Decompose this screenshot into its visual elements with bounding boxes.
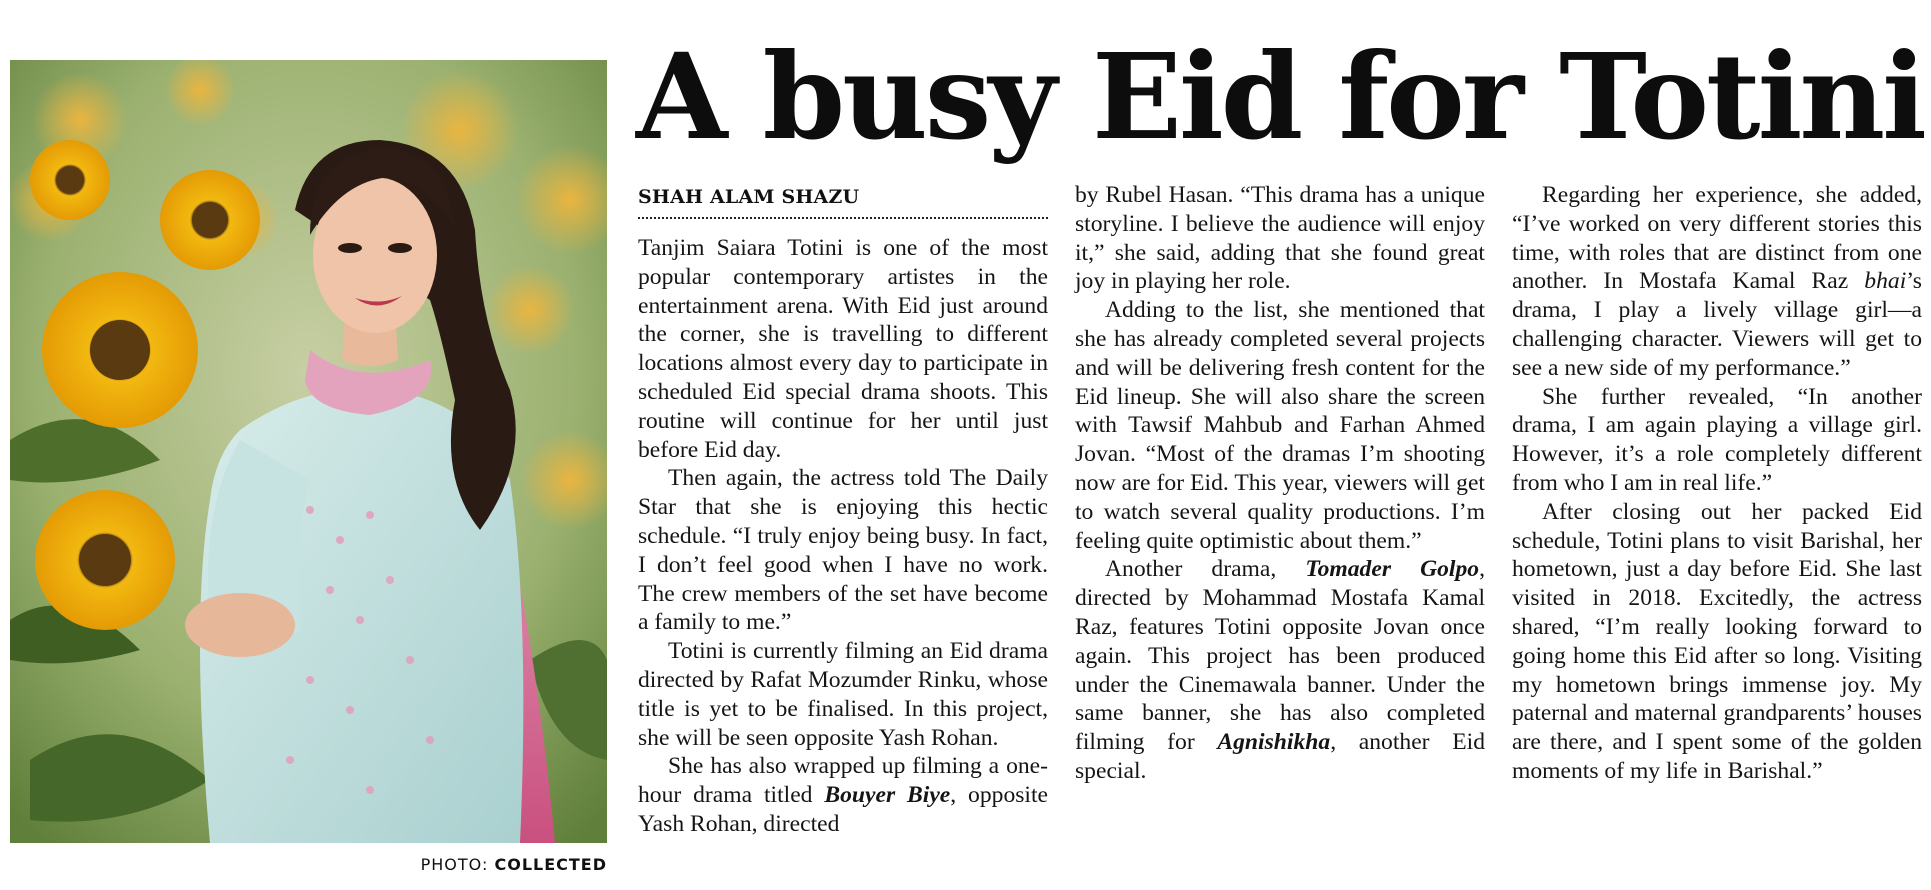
paragraph: [1512, 181, 1922, 383]
paragraph-text: , opposite Yash Rohan, directed: [638, 782, 1049, 837]
paragraph: [638, 752, 1048, 838]
article-column-3: [1512, 181, 1922, 786]
photo-credit-name: COLLECTED: [494, 855, 607, 874]
paragraph: Then again, the actress told The Daily Star that she is enjoying this hectic schedule. “I truly enjoy being busy. In fact, I don’t feel good when I have no work. The crew members of the set have become a family to me.”: [638, 465, 1048, 636]
drama-title: Agnishikha: [1217, 729, 1331, 756]
byline: SHAH ALAM SHAZU: [638, 186, 1048, 219]
photo-credit-prefix: PHOTO:: [420, 855, 495, 874]
paragraph: Adding to the list, she mentioned that she has already completed several projects and will be delivering fresh content for the Eid lineup. She will also share the screen with Tawsif Mahbub and Farhan Ahmed Jovan. “Most of the dramas I’m shooting now are for Eid. This year, viewers will get to watch several quality productions. I’m feeling quite optimistic about them.”: [1075, 297, 1485, 554]
paragraph: [1075, 555, 1485, 785]
paragraph-text: ’s drama, I play a lively village girl—a challenging character. Viewers will get to see a new side of my performance.”: [1512, 268, 1922, 381]
paragraph: Tanjim Saiara Totini is one of the most popular contemporary artistes in the entertainment arena. With Eid just around the corner, she is travelling to different locations almost every day to participate in scheduled Eid special drama shoots. This routine will continue for her until just before Eid day.: [638, 235, 1048, 463]
paragraph: by Rubel Hasan. “This drama has a unique storyline. I believe the audience will enjoy it,” she said, adding that she found great joy in playing her role.: [1075, 182, 1485, 295]
article-photo: [10, 60, 607, 843]
paragraph-text: She has also wrapped up filming a one-hour drama titled: [638, 753, 1048, 809]
paragraph-text: , directed by Mohammad Mostafa Kamal Raz, features Totini opposite Jovan once again. This project has been produced under the Cinemawala banner. Under the same banner, she has also completed filming for: [1075, 556, 1485, 756]
drama-title: Tomader Golpo: [1305, 556, 1480, 583]
photo-credit: [420, 855, 607, 874]
paragraph-text: , another Eid special.: [1075, 729, 1485, 784]
article-column-1: [638, 234, 1048, 839]
paragraph: Totini is currently filming an Eid drama directed by Rafat Mozumder Rinku, whose title is yet to be finalised. In this project, she will be seen opposite Yash Rohan.: [638, 638, 1048, 751]
drama-title: Bouyer Biye: [824, 782, 951, 809]
paragraph-text: Regarding her experience, she added, “I’ve worked on very different stories this time, with roles that are distinct from one another. In Mostafa Kamal Raz: [1512, 182, 1922, 295]
paragraph-text: Another drama,: [1105, 556, 1306, 583]
headline: A busy Eid for Totini: [636, 27, 1925, 166]
paragraph: She further revealed, “In another drama, I am again playing a village girl. However, it’s a role completely different from who I am in real life.”: [1512, 383, 1922, 496]
italic-word: bhai: [1864, 268, 1907, 295]
photo-illustration: [10, 60, 607, 843]
article-column-2: [1075, 181, 1485, 786]
paragraph: After closing out her packed Eid schedule, Totini plans to visit Barishal, her hometown, just a day before Eid. She last visited in 2018. Excitedly, the actress shared, “I’m really looking forward to going home this Eid after so long. Visiting my hometown brings immense joy. My paternal and maternal grandparents’ houses are there, and I spent some of the golden moments of my life in Barishal.”: [1512, 498, 1922, 784]
